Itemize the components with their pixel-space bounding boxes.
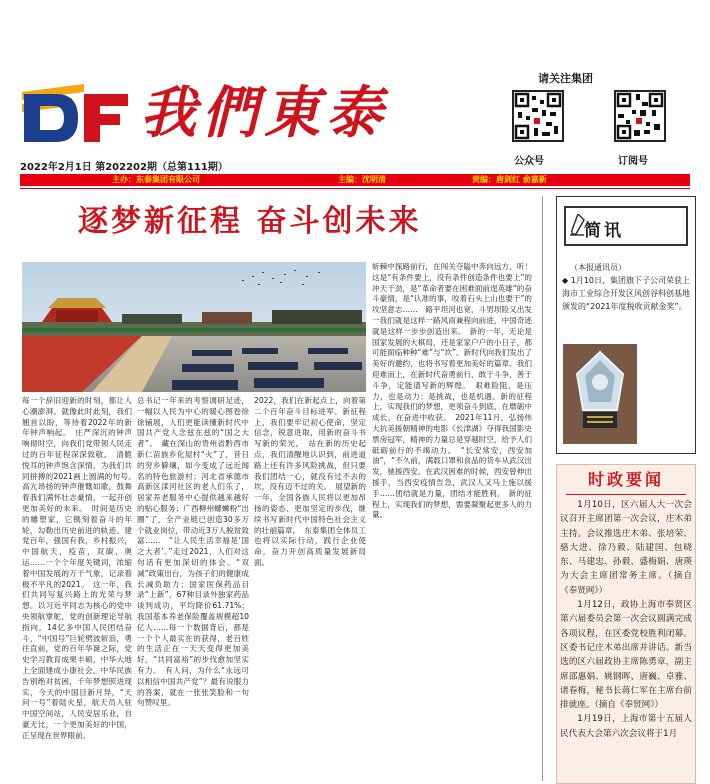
article-column-1: 每一个辞旧迎新的时刻，都让人心潮澎湃。就像此时此刻，我们翘首以盼，等待着2022年的新年钟声响起。 庄严深沉的钟声响彻时空，向我们党带领人民走过的百年征程深深致敬。 清脆悦耳的钟声饱含深情，为我们共同拼搏的2021画上圆满的句号。 高亢昂扬的钟声催慨如歌，鼓舞着我们满怀壮志豪情，一起开创更加美好的未来。 时间是历史的雕塑家，它镌刻着奋斗的年轮，勾勒出历史前进的轨迹。建党百年，强国有我，乡村振兴，中国航天，疫苗，双碳，奥运……一个个年度关键词，浓缩着中国发展的万千气象，记录着极不平凡的2021。 这一年，我们共同写复兴路上的光荣与梦想。以习近平同志为核心的党中央领航掌舵，党的创新理论导航指向，14亿多中国人民团结奋斗，“中国号”巨轮劈波斩浪，勇往直前，党的百年华诞之际，党史学习教育成果丰硕，中华大地上全面建成小康社会，中华民族告别绝对贫困，千年梦想照进现实，今天的中国目新月异，“天问一号”着陆火星，航天员入驻中国空间站，人民安居乐业，自豪无比，一个更加美好的中国，正呈现在世界眼前。 xyxy=(22,396,132,740)
credit-sponsor: 主办：东泰集团有限公司 xyxy=(112,175,200,184)
current-affairs-rule xyxy=(566,494,686,495)
qr-code-icon[interactable] xyxy=(614,90,666,142)
news-item: 1月10日，区六届人大一次会议召开主席团第一次会议，庄木弟主持。会议推选庄木弟、张培荣、骆大进、徐乃毅、陆建国、包晓东、马建忠、孙毅、盛梅娟、唐瑛为大会主席团常务主席。（摘自《奉贤网》） xyxy=(560,500,692,596)
news-item: 1月12日，政协上海市奉贤区第六届委员会第一次会议圆满完成各项议程，在区委党校胜利闭幕。区委书记庄木弟出席并讲话。新当选的区六届政协主席陈勇章，副主席邵惠娟、姚钢晖、唐巍、卓雅、诸春梅，秘书长蒋仁军在主席台前排就座。（摘自《奉贤网》） xyxy=(560,600,692,711)
header-rule xyxy=(20,188,690,189)
column-divider xyxy=(542,196,543,781)
article-column-3: 2022，我们在新起点上，向着第二个百年奋斗目标进军。新征程上，我们要牢记初心使命，坚定信念，锐意进取，用新的奋斗书写新的荣光。 站在新的历史起点，我们清醒地认识到，前进道路上还有许多风险挑战，但只要我们团结一心，就没有过不去的坎，没有迈不过的关。 展望新的一年，全国各族人民将以更加昂扬的姿态、更加坚定的步伐，继续书写新时代中国特色社会主义的壮丽篇章。 东泰集团全体员工也将以实际行动，践行企业使命，奋力开创高质量发展新局面。 xyxy=(254,396,366,567)
follow-label: 请关注集团 xyxy=(538,72,593,85)
page-headline: 逐梦新征程 奋斗创未来 xyxy=(78,204,422,239)
article-column-2: 总书记一年来的考察调研足迹，一幅以人民为中心的暖心图卷徐徐铺展，人们更能读懂新时代中国共产党人念兹在兹的“国之大者”。 藏在深山的贵州省黔西市新仁苗族乡化屋村“火”了，昔日的穷乡僻壤，如今变成了远近闻名的特色旅游村；河北省承德市高新区滦河社区的老人们乐了，居家养老服务中心提供越来越好的贴心服务；广西柳州螺蛳粉“出圈”了，全产业链已创造30多万个就业岗位，带动近3万人脱贫致富…… “让人民生活幸福是‘国之大者’。”走过2021，人们对这句话有更加深切的体会。“双减”政策出台，为孩子们的健康成长减负助力；国家医保药品目录“上新”，67种目录外独家药品谈判成功，平均降价61.71%；我国基本养老保险覆盖规模超10亿人……每一个数据背后，都是一个个人最实在的获得，老百姓的生活正在一天天变得更加美好，“共同富裕”的步伐愈加坚实有力。 有人问，为什么“永远可以相信中国共产党”？最有说服力的答案，就在一张张笑脸和一句句赞叹里。 xyxy=(137,396,249,708)
current-affairs-text xyxy=(560,498,692,784)
article-column-4: 斩棘中探路前行，在闯关夺隘中奔向远方。听！这是“有条件要上，没有条件创造条件也要上”的冲天干劲，是“革命者要在困难面前逞英雄”的奋斗豪情，是“认准的事，咬着石头上山也要干”的攻坚意志…… 路平坦河也宽，斗男坝险又出发一我们就是这样一路风雨兼程向前进，中国奇迹就是这样一步步创造出来。 新的一年，无论是国家发展的大棋局，还是家家户户的小日子，都可能面临种种“难”与“坎”。新时代向我们发出了美好的邀约，也将书写着更加美好的篇章。我们迎难而上，在新时代奋勇前行，敢于斗争、善于斗争，定能谱写新的辉煌。 艰难险阻，是压力，也是动力；是挑战，也是机遇。新的征程上，实现我们的梦想，更须奋斗到底，在磨砺中成长，在奋进中收获。 2021年11月，弘扬伟大抗美援朝精神的电影《长津湖》夺得我国影史票房冠军，精神的力量总是穿越时空，给予人们砥砺前行的不竭动力。 “长安常安，西安加油”，“不久前，满载口罩和食品的货车从武汉出发，驰援西安。在武汉困难的时候，西安曾伸出援手，当西安疫情告急，武汉人又马上施以援手……团结就是力量，团结才能胜利。 新的征程上，实现我们的梦想，需要凝聚起更多人的力量。 xyxy=(372,262,532,520)
trophy-photo xyxy=(563,344,637,444)
issue-line: 2022年2月1日 第202202期（总第111期） xyxy=(20,162,228,173)
tiananmen-parade-photo xyxy=(22,262,366,392)
group-logo xyxy=(22,84,132,146)
news-item: 1月19日，上海市第十五届人民代表大会第六次会议将于1月 xyxy=(560,714,692,739)
brief-title: 简讯 xyxy=(584,221,624,241)
qr-code-icon[interactable] xyxy=(512,90,564,142)
qr-label-subscription: 订阅号 xyxy=(618,156,648,167)
svg-text:DF: DF xyxy=(77,124,79,125)
masthead-title: 我們東泰 xyxy=(140,80,388,146)
credits-bar xyxy=(20,174,690,186)
credit-editor: 主编：沈明清 xyxy=(338,175,386,184)
brief-source: （本报通讯员） xyxy=(570,263,626,272)
brief-text: ◆ 1月10日，集团旗下子公司荣获上海市工业综合开发区风创谷科创基地颁发的“2021年度税收贡献金奖”。 xyxy=(562,276,690,311)
qr-label-official-account: 公众号 xyxy=(514,156,544,167)
current-affairs-title: 时政要闻 xyxy=(587,470,664,489)
credit-duty-editors: 责编：唐剑红 俞嘉新 xyxy=(472,175,547,184)
